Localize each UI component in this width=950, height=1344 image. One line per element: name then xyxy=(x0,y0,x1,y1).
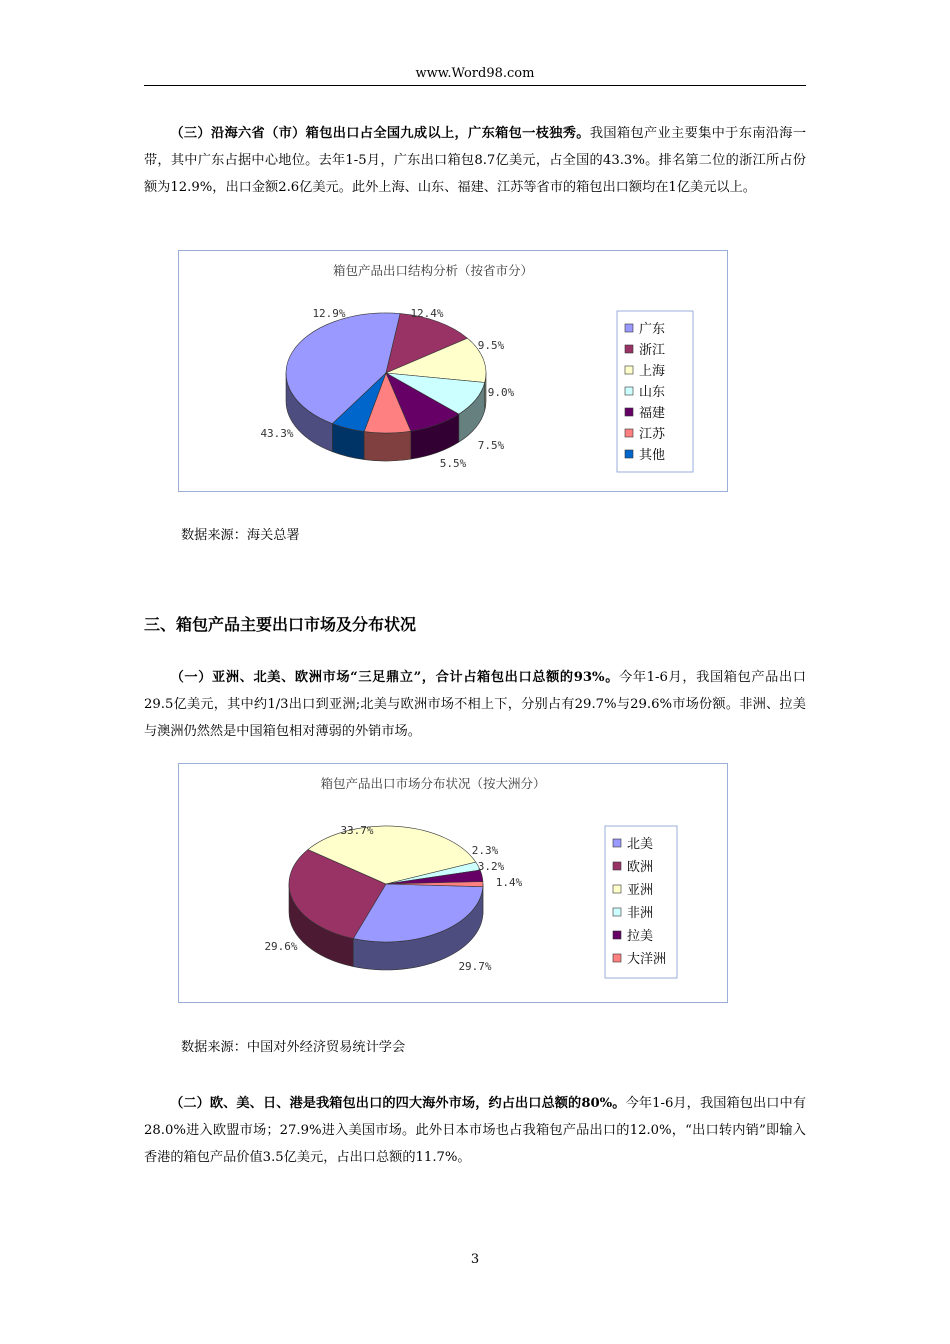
legend-swatch-亚洲 xyxy=(613,885,621,893)
legend-label-江苏: 江苏 xyxy=(639,427,666,442)
paragraph-overseas-markets xyxy=(144,1090,806,1171)
legend-swatch-浙江 xyxy=(625,345,633,353)
legend-label-上海: 上海 xyxy=(639,364,666,379)
legend-swatch-欧洲 xyxy=(613,862,621,870)
paragraph-body: 今年1-6月，我国箱包产品出口29.5亿美元，其中约1/3出口到亚洲;北美与欧洲市场不相上下，分别占有29.7%与29.6%市场份额。非洲、拉美与澳洲仍然然是中国箱包相对薄弱的外销市场。 xyxy=(144,670,806,739)
paragraph-lead: （二）欧、美、日、港是我箱包出口的四大海外市场，约占出口总额的80%。 xyxy=(170,1096,626,1111)
chart-title: 箱包产品出口市场分布状况（按大洲分） xyxy=(320,776,546,791)
legend-label-福建: 福建 xyxy=(639,406,666,421)
data-label-上海: 12.4% xyxy=(410,307,444,320)
pie-side-江苏 xyxy=(364,431,411,461)
legend-label-亚洲: 亚洲 xyxy=(627,883,654,898)
legend-swatch-江苏 xyxy=(625,429,633,437)
legend-swatch-非洲 xyxy=(613,908,621,916)
data-label-江苏: 7.5% xyxy=(477,439,505,452)
paragraph-body: 我国箱包产业主要集中于东南沿海一带，其中广东占据中心地位。去年1-5月，广东出口箱包8.7亿美元，占全国的43.3%。排名第二位的浙江所占份额为12.9%，出口金额2.6亿美元。此外上海、山东、福建、江苏等省市的箱包出口额均在1亿美元以上。 xyxy=(144,126,807,195)
paragraph-lead: （一）亚洲、北美、欧洲市场“三足鼎立”，合计占箱包出口总额的93%。 xyxy=(170,670,620,685)
legend-label-北美: 北美 xyxy=(627,837,654,852)
legend-label-广东: 广东 xyxy=(639,322,666,337)
legend-swatch-上海 xyxy=(625,366,633,374)
legend-swatch-其他 xyxy=(625,450,633,458)
legend-label-浙江: 浙江 xyxy=(639,343,666,358)
data-label-福建: 9.0% xyxy=(487,386,515,399)
source-customs: 数据来源：海关总署 xyxy=(181,528,300,543)
data-label-广东: 43.3% xyxy=(260,427,294,440)
legend-swatch-广东 xyxy=(625,324,633,332)
page-header-site: www.Word98.com xyxy=(415,66,535,81)
legend-swatch-山东 xyxy=(625,387,633,395)
legend-label-大洋洲: 大洋洲 xyxy=(627,952,667,967)
data-label-浙江: 12.9% xyxy=(312,307,346,320)
pie-chart-svg xyxy=(179,764,727,1002)
data-label-欧洲: 29.6% xyxy=(264,940,298,953)
paragraph-markets xyxy=(144,664,806,745)
paragraph-body: 今年1-6月，我国箱包出口中有28.0%进入欧盟市场；27.9%进入美国市场。此外日本市场也占我箱包产品出口的12.0%，“出口转内销”即输入香港的箱包产品价值3.5亿美元，占出口总额的11.7%。 xyxy=(144,1096,806,1165)
header-rule xyxy=(144,85,806,86)
legend-label-山东: 山东 xyxy=(639,385,666,400)
chart-title: 箱包产品出口结构分析（按省市分） xyxy=(332,263,534,278)
legend-swatch-北美 xyxy=(613,839,621,847)
pie-chart-svg xyxy=(179,251,727,491)
data-label-其他: 5.5% xyxy=(439,457,467,470)
chart-by-province xyxy=(178,250,728,492)
legend-label-欧洲: 欧洲 xyxy=(627,860,654,875)
legend-label-其他: 其他 xyxy=(639,448,666,463)
data-label-山东: 9.5% xyxy=(477,339,505,352)
data-label-北美: 29.7% xyxy=(458,960,492,973)
legend-label-非洲: 非洲 xyxy=(627,906,654,921)
data-label-亚洲: 33.7% xyxy=(340,824,374,837)
source-stats-society: 数据来源：中国对外经济贸易统计学会 xyxy=(181,1040,406,1055)
legend-label-拉美: 拉美 xyxy=(627,929,654,944)
paragraph-coastal-provinces xyxy=(144,120,806,201)
page-number: 3 xyxy=(470,1252,480,1267)
chart-by-continent xyxy=(178,763,728,1003)
paragraph-lead: （三）沿海六省（市）箱包出口占全国九成以上，广东箱包一枝独秀。 xyxy=(170,126,590,141)
data-label-大洋洲: 1.4% xyxy=(495,876,523,889)
data-label-拉美: 3.2% xyxy=(477,860,505,873)
legend-swatch-大洋洲 xyxy=(613,954,621,962)
section-title: 三、箱包产品主要出口市场及分布状况 xyxy=(144,615,417,634)
legend-swatch-福建 xyxy=(625,408,633,416)
legend-swatch-拉美 xyxy=(613,931,621,939)
data-label-非洲: 2.3% xyxy=(471,844,499,857)
